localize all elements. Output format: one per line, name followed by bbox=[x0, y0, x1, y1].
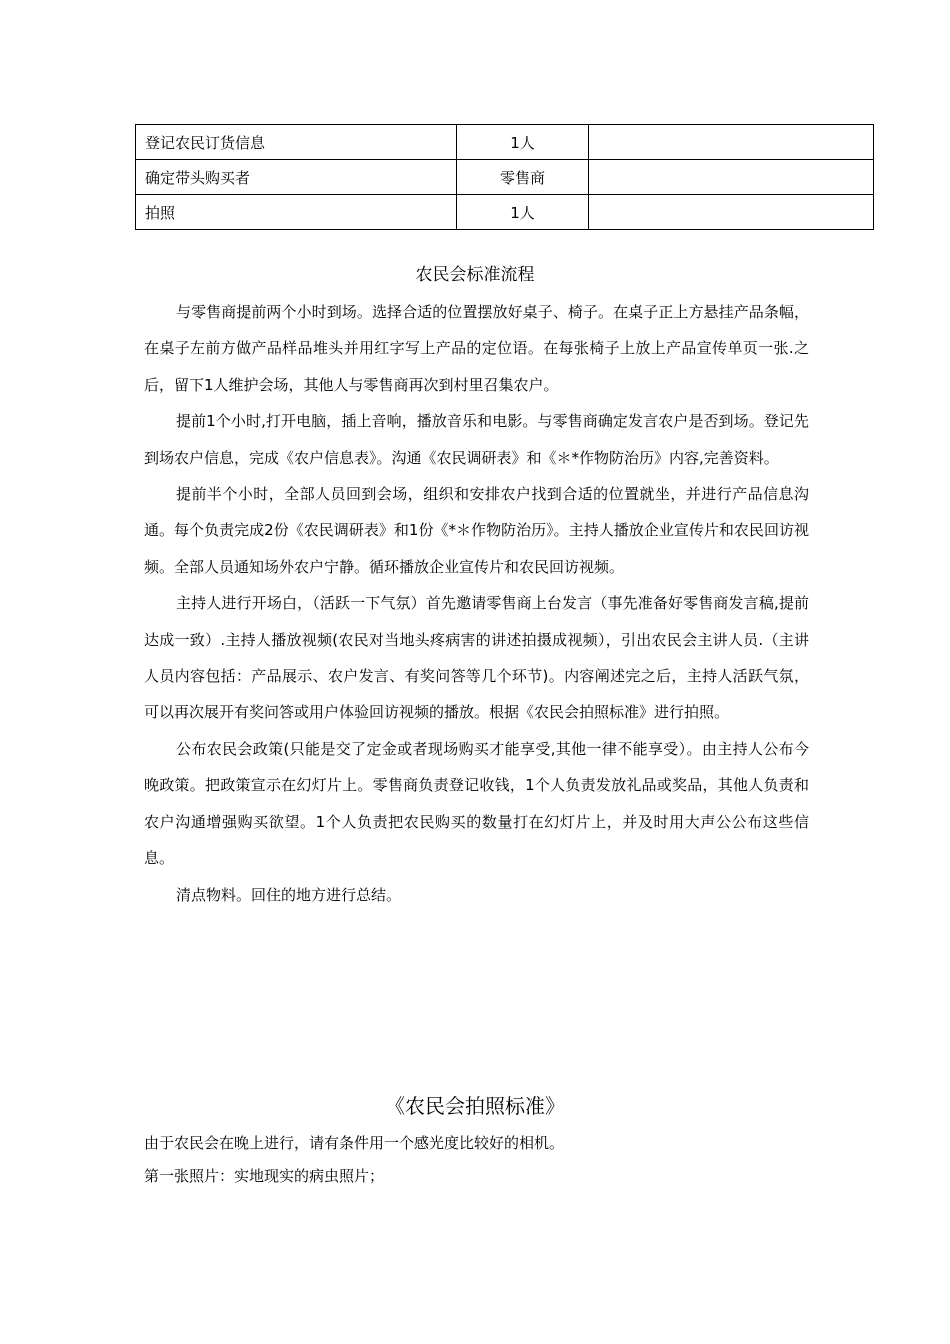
paragraph: 提前半个小时，全部人员回到会场，组织和安排农户找到合适的位置就坐，并进行产品信息沟通。每个负责完成2份《农民调研表》和1份《*＊作物防治历》。主持人播放企业宣传片和农民回访视频。全部人员通知场外农户宁静。循环播放企业宣传片和农民回访视频。 bbox=[144, 485, 809, 576]
paragraph: 清点物料。回住的地方进行总结。 bbox=[176, 885, 402, 904]
task-cell: 登记农民订货信息 bbox=[136, 125, 457, 160]
section-body-standard-process bbox=[144, 294, 809, 913]
note-cell bbox=[589, 125, 874, 160]
paragraph: 提前1个小时,打开电脑，插上音响，播放音乐和电影。与零售商确定发言农户是否到场。登记先到场农户信息，完成《农户信息表》。沟通《农民调研表》和《＊*作物防治历》内容,完善资料。 bbox=[144, 412, 809, 467]
paragraph: 主持人进行开场白，（活跃一下气氛）首先邀请零售商上台发言（事先准备好零售商发言稿,提前达成一致）.主持人播放视频(农民对当地头疼病害的讲述拍摄成视频），引出农民会主讲人员.（主讲人员内容包括：产品展示、农户发言、有奖问答等几个环节)。内容阐述完之后，主持人活跃气氛，可以再次展开有奖问答或用户体验回访视频的播放。根据《农民会拍照标准》进行拍照。 bbox=[144, 594, 809, 722]
paragraph: 与零售商提前两个小时到场。选择合适的位置摆放好桌子、椅子。在桌子正上方悬挂产品条幅，在桌子左前方做产品样品堆头并用红字写上产品的定位语。在每张椅子上放上产品宣传单页一张.之后，留下1人维护会场，其他人与零售商再次到村里召集农户。 bbox=[144, 303, 809, 394]
note-cell bbox=[589, 160, 874, 195]
section-title-standard-process: 农民会标准流程 bbox=[415, 265, 535, 285]
table-row bbox=[136, 160, 874, 195]
staff-assignment-table bbox=[135, 124, 874, 230]
table-row bbox=[136, 125, 874, 160]
paragraph: 公布农民会政策(只能是交了定金或者现场购买才能享受,其他一律不能享受）。由主持人公布今晚政策。把政策宣示在幻灯片上。零售商负责登记收钱，1个人负责发放礼品或奖品，其他人负责和农户沟通增强购买欲望。1个人负责把农民购买的数量打在幻灯片上，并及时用大声公公布这些信息。 bbox=[144, 739, 809, 868]
person-cell: 1人 bbox=[457, 195, 589, 230]
table-row bbox=[136, 195, 874, 230]
person-cell: 1人 bbox=[457, 125, 589, 160]
task-cell: 确定带头购买者 bbox=[136, 160, 457, 195]
text-line: 第一张照片：实地现实的病虫照片； bbox=[144, 1167, 385, 1185]
task-cell: 拍照 bbox=[136, 195, 457, 230]
note-cell bbox=[589, 195, 874, 230]
section-title-photo-standard: 《农民会拍照标准》 bbox=[385, 1094, 565, 1118]
person-cell: 零售商 bbox=[457, 160, 589, 195]
text-line: 由于农民会在晚上进行，请有条件用一个感光度比较好的相机。 bbox=[144, 1134, 565, 1152]
section-body-photo-standard bbox=[144, 1127, 809, 1193]
